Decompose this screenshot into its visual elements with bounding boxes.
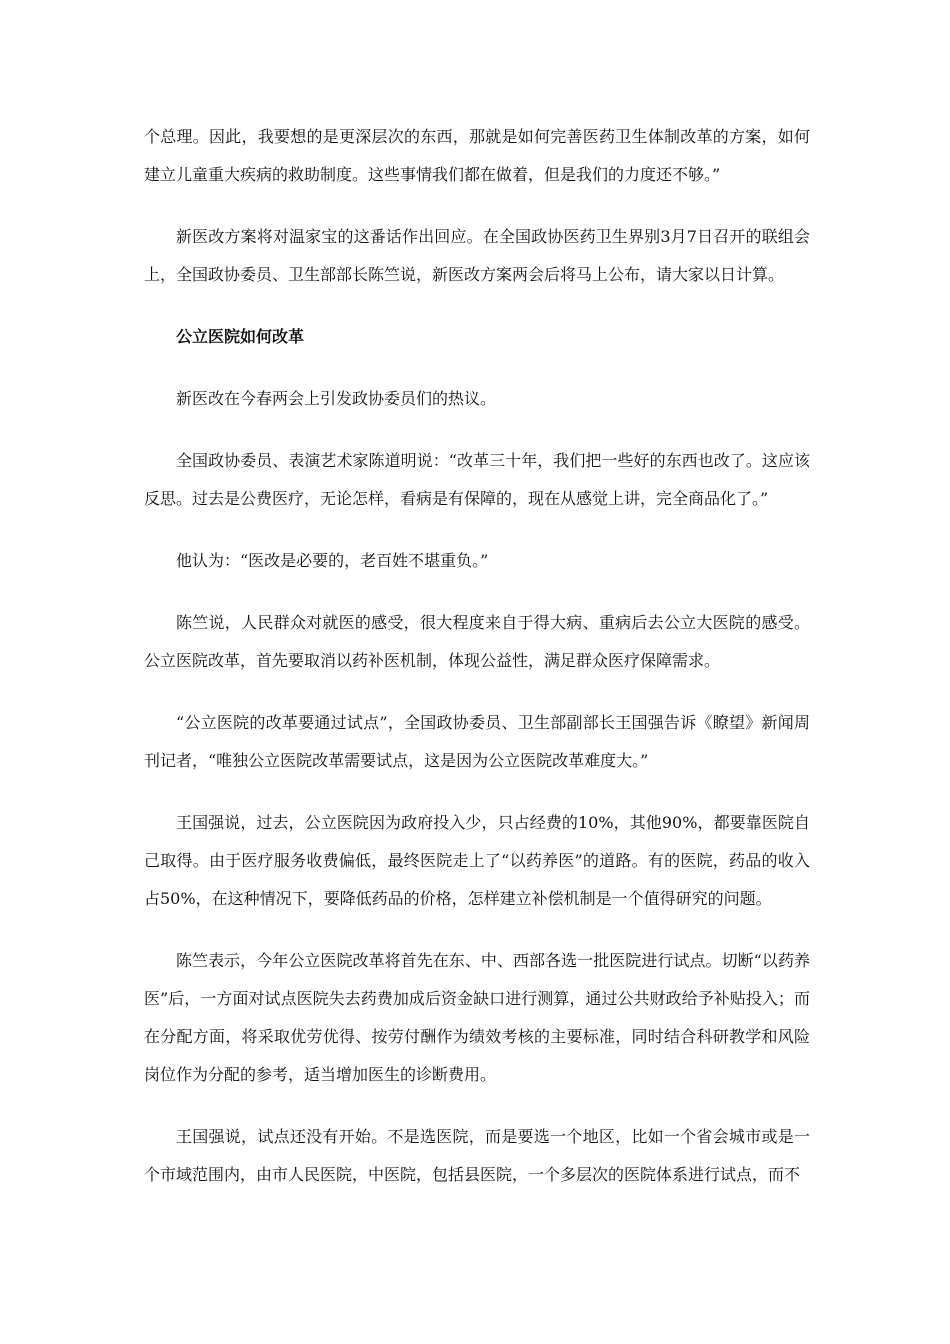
- paragraph: 新医改在今春两会上引发政协委员们的热议。: [176, 389, 497, 408]
- paragraph: “公立医院的改革要通过试点”，全国政协委员、卫生部副部长王国强告诉《瞭望》新闻周刊记者，“唯独公立医院改革需要试点，这是因为公立医院改革难度大。”: [144, 713, 810, 770]
- paragraph: 陈竺表示，今年公立医院改革将首先在东、中、西部各选一批医院进行试点。切断“以药养医”后，一方面对试点医院失去药费加成后资金缺口进行测算，通过公共财政给予补贴投入；而在分配方面，将采取优劳优得、按劳付酬作为绩效考核的主要标准，同时结合科研教学和风险岗位作为分配的参考，适当增加医生的诊断费用。: [144, 951, 810, 1084]
- paragraph: 陈竺说，人民群众对就医的感受，很大程度来自于得大病、重病后去公立大医院的感受。公立医院改革，首先要取消以药补医机制，体现公益性，满足群众医疗保障需求。: [144, 613, 810, 670]
- paragraph: 全国政协委员、表演艺术家陈道明说：“改革三十年，我们把一些好的东西也改了。这应该反思。过去是公费医疗，无论怎样，看病是有保障的，现在从感觉上讲，完全商品化了。”: [144, 451, 810, 508]
- paragraph: 王国强说，过去，公立医院因为政府投入少，只占经费的10%，其他90%，都要靠医院自己取得。由于医疗服务收费偏低，最终医院走上了“以药养医”的道路。有的医院，药品的收入占50%，在这种情况下，要降低药品的价格，怎样建立补偿机制是一个值得研究的问题。: [144, 813, 810, 908]
- paragraph: 王国强说，试点还没有开始。不是选医院，而是要选一个地区，比如一个省会城市或是一个市域范围内，由市人民医院，中医院，包括县医院，一个多层次的医院体系进行试点，而不: [144, 1127, 810, 1184]
- section-heading: 公立医院如何改革: [176, 327, 305, 346]
- document-page: [144, 118, 810, 1218]
- paragraph: 他认为：“医改是必要的，老百姓不堪重负。”: [176, 551, 489, 570]
- paragraph-continued: 个总理。因此，我要想的是更深层次的东西，那就是如何完善医药卫生体制改革的方案，如何建立儿童重大疾病的救助制度。这些事情我们都在做着，但是我们的力度还不够。”: [144, 127, 810, 184]
- paragraph: 新医改方案将对温家宝的这番话作出回应。在全国政协医药卫生界别3月7日召开的联组会上，全国政协委员、卫生部部长陈竺说，新医改方案两会后将马上公布，请大家以日计算。: [144, 227, 810, 284]
